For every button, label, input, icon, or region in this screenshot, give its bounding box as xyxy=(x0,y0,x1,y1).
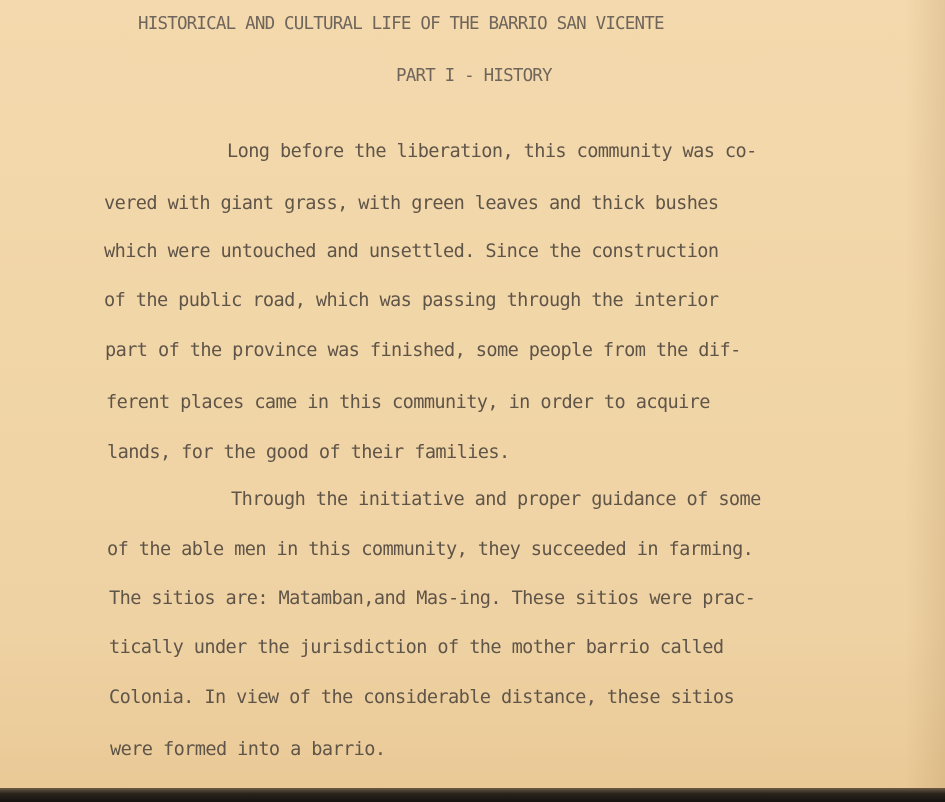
paragraph-1-line-7: lands, for the good of their families. xyxy=(107,442,510,463)
paragraph-1-line-3: which were untouched and unsettled. Since the construction xyxy=(104,241,719,262)
page-bottom-edge xyxy=(0,788,945,802)
section-heading: PART I - HISTORY xyxy=(396,66,552,86)
paragraph-2-line-5: Colonia. In view of the considerable distance, these sitios xyxy=(109,687,735,708)
paragraph-2-line-1: Through the initiative and proper guidance of some xyxy=(231,489,761,510)
document-title: HISTORICAL AND CULTURAL LIFE OF THE BARRIO SAN VICENTE xyxy=(138,14,664,34)
paragraph-1-line-1: Long before the liberation, this community was co- xyxy=(227,141,757,162)
paragraph-2-line-4: tically under the jurisdiction of the mother barrio called xyxy=(109,637,724,658)
paragraph-1-line-6: ferent places came in this community, in order to acquire xyxy=(106,392,710,413)
paragraph-2-line-2: of the able men in this community, they succeeded in farming. xyxy=(107,539,754,560)
paragraph-2-line-6: were formed into a barrio. xyxy=(110,739,386,760)
paragraph-1-line-5: part of the province was finished, some people from the dif- xyxy=(105,340,741,361)
paragraph-1-line-4: of the public road, which was passing through the interior xyxy=(104,290,719,311)
paragraph-2-line-3: The sitios are: Matamban,and Mas-ing. These sitios were prac- xyxy=(109,588,756,609)
paragraph-1-line-2: vered with giant grass, with green leaves and thick bushes xyxy=(104,193,719,214)
